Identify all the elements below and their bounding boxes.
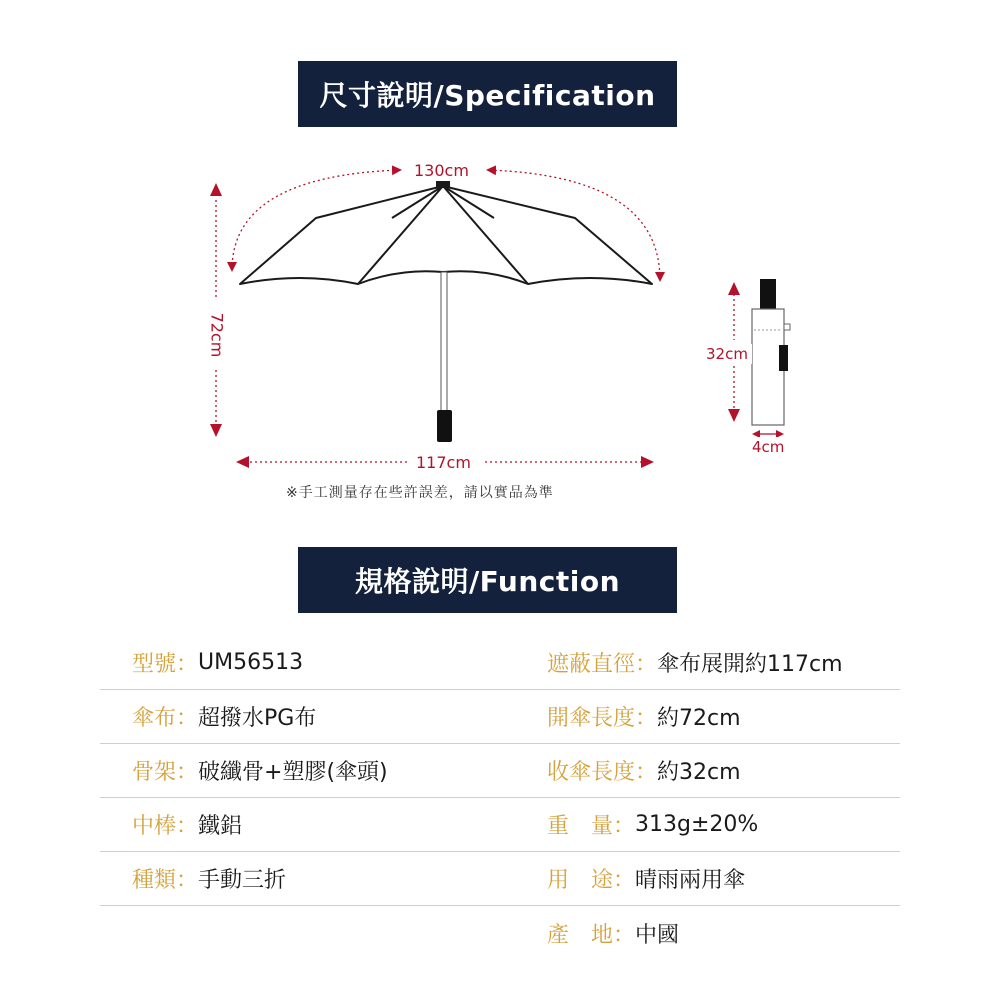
function-banner: [298, 547, 677, 613]
spec-row-closed-length: [500, 744, 900, 798]
spec-value: 鐵鋁: [198, 814, 243, 839]
width-130-label: 130cm: [410, 161, 473, 181]
height-72-label: 72cm: [206, 309, 226, 362]
spec-key: 用 途：: [547, 868, 636, 893]
spec-value: 手動三折: [198, 868, 287, 893]
spec-key: 遮蔽直徑：: [547, 652, 658, 677]
closed-umbrella-icon: [752, 279, 790, 425]
spec-key: 型號：: [132, 652, 199, 677]
specification-title: 尺寸說明/Specification: [319, 79, 656, 112]
spec-value: 約32cm: [657, 760, 741, 785]
spec-key: 種類：: [132, 868, 199, 893]
spec-key: 中棒：: [132, 814, 199, 839]
spec-value: 約72cm: [657, 706, 741, 731]
spec-row-weight: [500, 798, 900, 852]
spec-row-origin: [500, 906, 900, 960]
closed-width-label: 4cm: [748, 437, 788, 457]
spec-key: 收傘長度：: [547, 760, 658, 785]
spec-row-shaft: [100, 798, 500, 852]
spec-key: 開傘長度：: [547, 706, 658, 731]
spec-value: 傘布展開約117cm: [657, 652, 843, 677]
closed-length-label: 32cm: [702, 344, 752, 364]
spec-row-diameter: [500, 636, 900, 690]
spec-row-type: [100, 852, 500, 906]
spec-row-fabric: [100, 690, 500, 744]
span-117-label: 117cm: [412, 453, 475, 473]
spec-value: 中國: [635, 922, 680, 948]
spec-value: 超撥水PG布: [198, 706, 317, 731]
spec-row-frame: [100, 744, 500, 798]
spec-row-usage: [500, 852, 900, 906]
spec-value: 破纖骨+塑膠(傘頭): [198, 760, 388, 785]
spec-list-right: [500, 636, 900, 960]
spec-list-left: [100, 636, 500, 906]
spec-key: 產 地：: [547, 922, 636, 948]
function-title: 規格說明/Function: [354, 565, 621, 598]
spec-value: UM56513: [198, 650, 304, 675]
spec-key: 骨架：: [132, 760, 199, 785]
spec-row-open-length: [500, 690, 900, 744]
spec-row-model: [100, 636, 500, 690]
open-umbrella-icon: [240, 180, 652, 442]
spec-key: 重 量：: [547, 814, 636, 839]
spec-value: 313g±20%: [635, 812, 759, 837]
spec-value: 晴雨兩用傘: [635, 868, 746, 893]
spec-key: 傘布：: [132, 706, 199, 731]
measurement-note: ※手工測量存在些許誤差，請以實品為準: [286, 485, 554, 501]
